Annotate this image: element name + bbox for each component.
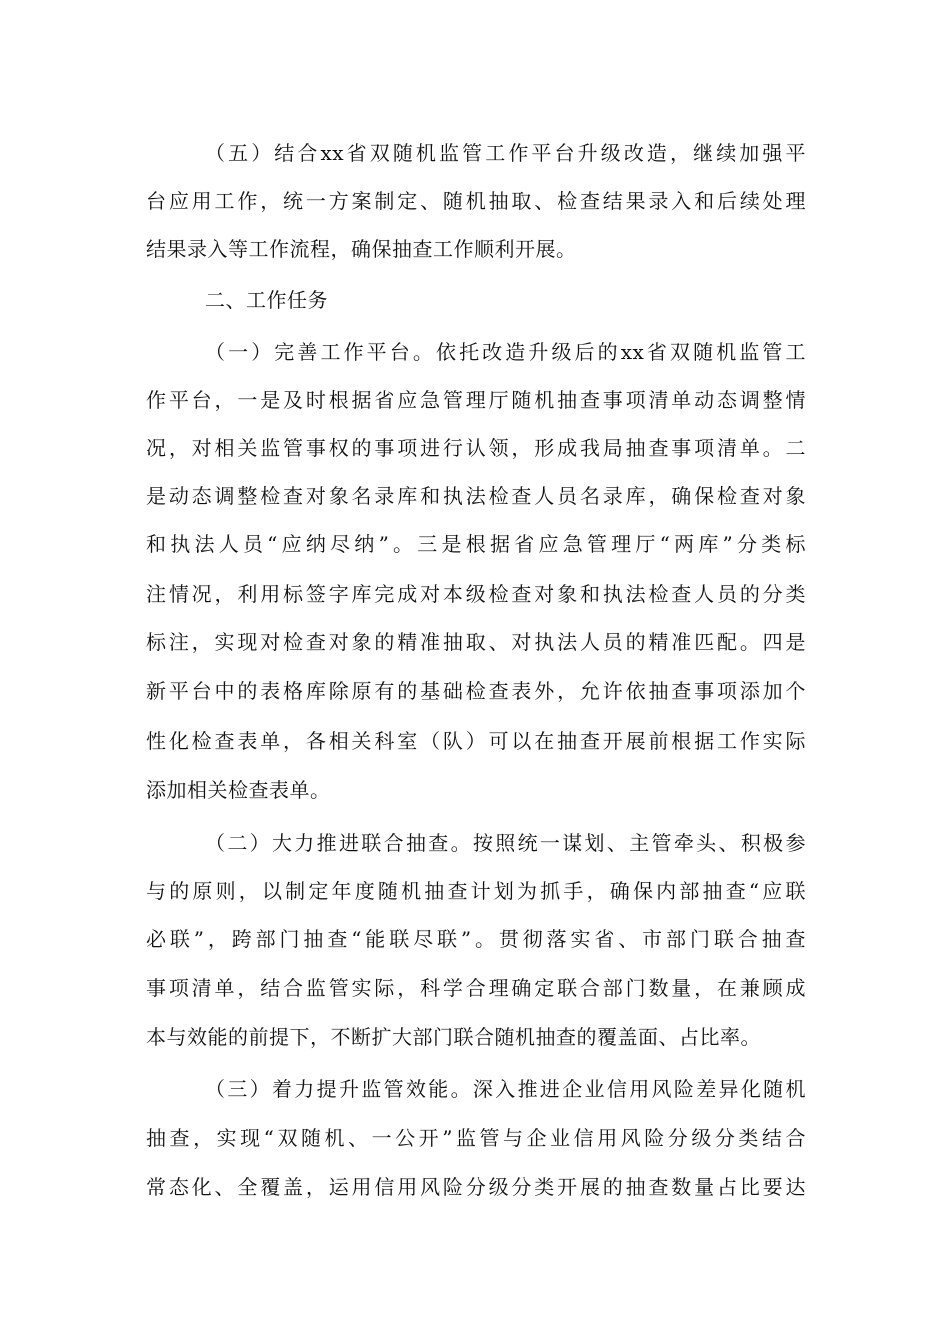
task-2-line-2: 与的原则，以制定年度随机抽查计划为抓手，确保内部抽查“应联 — [146, 879, 806, 903]
task-1-line-2: 作平台，一是及时根据省应急管理厅随机抽查事项清单动态调整情 — [146, 388, 806, 412]
task-1-line-9: 性化检查表单，各相关科室（队）可以在抽查开展前根据工作实际 — [146, 729, 806, 753]
task-2-line-3: 必联”，跨部门抽查“能联尽联”。贯彻落实省、市部门联合抽查 — [146, 927, 806, 951]
task-3-line-2: 抽查，实现“双随机、一公开”监管与企业信用风险分级分类结合 — [146, 1126, 806, 1150]
task-1-line-5: 和执法人员“应纳尽纳”。三是根据省应急管理厅“两库”分类标 — [146, 532, 806, 556]
task-1-line-3: 况，对相关监管事权的事项进行认领，形成我局抽查事项清单。二 — [146, 436, 806, 460]
task-1-line-8: 新平台中的表格库除原有的基础检查表外，允许依抽查事项添加个 — [146, 679, 806, 703]
paragraph-5-line-3: 结果录入等工作流程，确保抽查工作顺利开展。 — [146, 237, 577, 261]
task-3-line-3: 常态化、全覆盖，运用信用风险分级分类开展的抽查数量占比要达 — [146, 1175, 806, 1199]
task-2-line-1: （二）大力推进联合抽查。按照统一谋划、主管牵头、积极参 — [205, 831, 806, 855]
task-1-line-6: 注情况，利用标签字库完成对本级检查对象和执法检查人员的分类 — [146, 582, 806, 606]
task-1-line-4: 是动态调整检查对象名录库和执法检查人员名录库，确保检查对象 — [146, 484, 806, 508]
task-1-line-1: （一）完善工作平台。依托改造升级后的xx省双随机监管工 — [205, 340, 806, 364]
task-1-line-10: 添加相关检查表单。 — [146, 778, 331, 802]
paragraph-5-line-1: （五）结合xx省双随机监管工作平台升级改造，继续加强平 — [205, 141, 806, 165]
task-2-line-5: 本与效能的前提下，不断扩大部门联合随机抽查的覆盖面、占比率。 — [146, 1025, 761, 1049]
section-heading: 二、工作任务 — [205, 288, 328, 312]
task-3-line-1: （三）着力提升监管效能。深入推进企业信用风险差异化随机 — [205, 1077, 806, 1101]
task-2-line-4: 事项清单，结合监管实际，科学合理确定联合部门数量，在兼顾成 — [146, 976, 806, 1000]
task-1-line-7: 标注，实现对检查对象的精准抽取、对执法人员的精准匹配。四是 — [146, 630, 806, 654]
paragraph-5-line-2: 台应用工作，统一方案制定、随机抽取、检查结果录入和后续处理 — [146, 189, 806, 213]
